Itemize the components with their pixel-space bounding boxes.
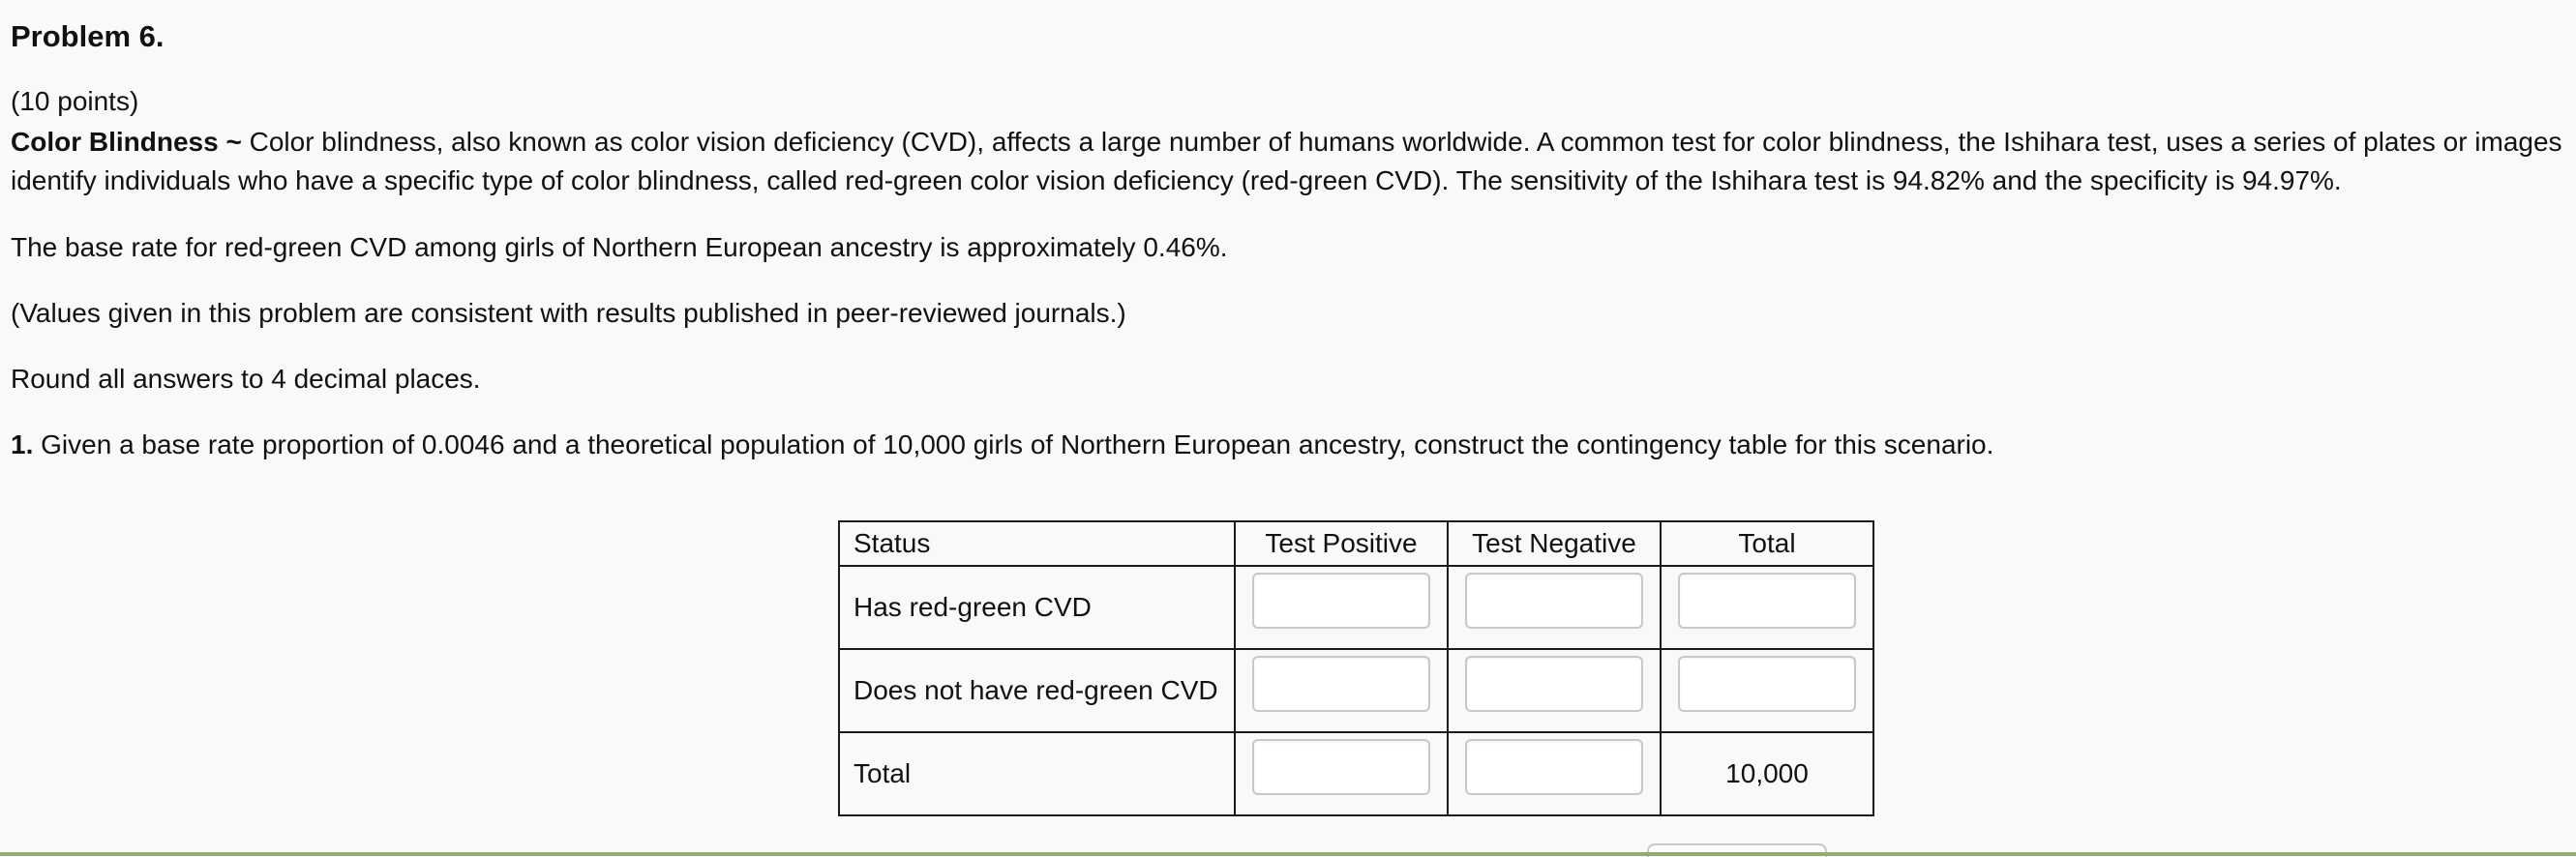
intro-paragraph-line1	[11, 126, 2562, 159]
total-test-negative-input[interactable]	[1465, 739, 1643, 795]
base-rate-text: The base rate for red-green CVD among girls of Northern European ancestry is approximately 0.46%.	[11, 232, 1228, 262]
table-row	[839, 566, 1873, 649]
bottom-divider	[0, 852, 2576, 856]
table-row	[839, 732, 1873, 815]
grand-total-value: 10,000	[1661, 732, 1873, 815]
row-label-has-cvd: Has red-green CVD	[839, 566, 1235, 649]
no-cvd-test-positive-input[interactable]	[1252, 656, 1430, 712]
table-row	[839, 649, 1873, 732]
header-test-positive: Test Positive	[1235, 521, 1448, 566]
intro-text-line1: Color blindness, also known as color vision deficiency (CVD), affects a large number of humans worldwide. A common test for color blindness, the Ishihara test, uses a series of plates or images	[241, 127, 2562, 157]
no-cvd-test-negative-input[interactable]	[1465, 656, 1643, 712]
question-1-number: 1.	[11, 429, 34, 459]
contingency-table	[838, 520, 1874, 816]
row-label-total: Total	[839, 732, 1235, 815]
intro-text-line2: identify individuals who have a specific type of color blindness, called red-green color vision deficiency (red-green CVD). The sensitivity of the Ishihara test is 94.82% and the specificity is 94.97%.	[11, 165, 2342, 195]
table-header-row	[839, 521, 1873, 566]
intro-heading: Color Blindness ~	[11, 127, 242, 157]
problem-page	[11, 0, 2576, 856]
header-status: Status	[839, 521, 1235, 566]
question-1	[11, 428, 1993, 461]
no-cvd-total-input[interactable]	[1678, 656, 1856, 712]
has-cvd-test-positive-input[interactable]	[1252, 573, 1430, 629]
header-total: Total	[1661, 521, 1873, 566]
question-1-text: Given a base rate proportion of 0.0046 and a theoretical population of 10,000 girls of Northern European ancestry, construct the contingency table for this scenario.	[33, 429, 1994, 459]
header-test-negative: Test Negative	[1448, 521, 1661, 566]
has-cvd-total-input[interactable]	[1678, 573, 1856, 629]
total-test-positive-input[interactable]	[1252, 739, 1430, 795]
problem-title: Problem 6.	[11, 19, 165, 53]
has-cvd-test-negative-input[interactable]	[1465, 573, 1643, 629]
rounding-instruction: Round all answers to 4 decimal places.	[11, 364, 481, 394]
values-note-text: (Values given in this problem are consistent with results published in peer-reviewed journals.)	[11, 298, 1126, 328]
row-label-no-cvd: Does not have red-green CVD	[839, 649, 1235, 732]
points-label: (10 points)	[11, 86, 139, 116]
